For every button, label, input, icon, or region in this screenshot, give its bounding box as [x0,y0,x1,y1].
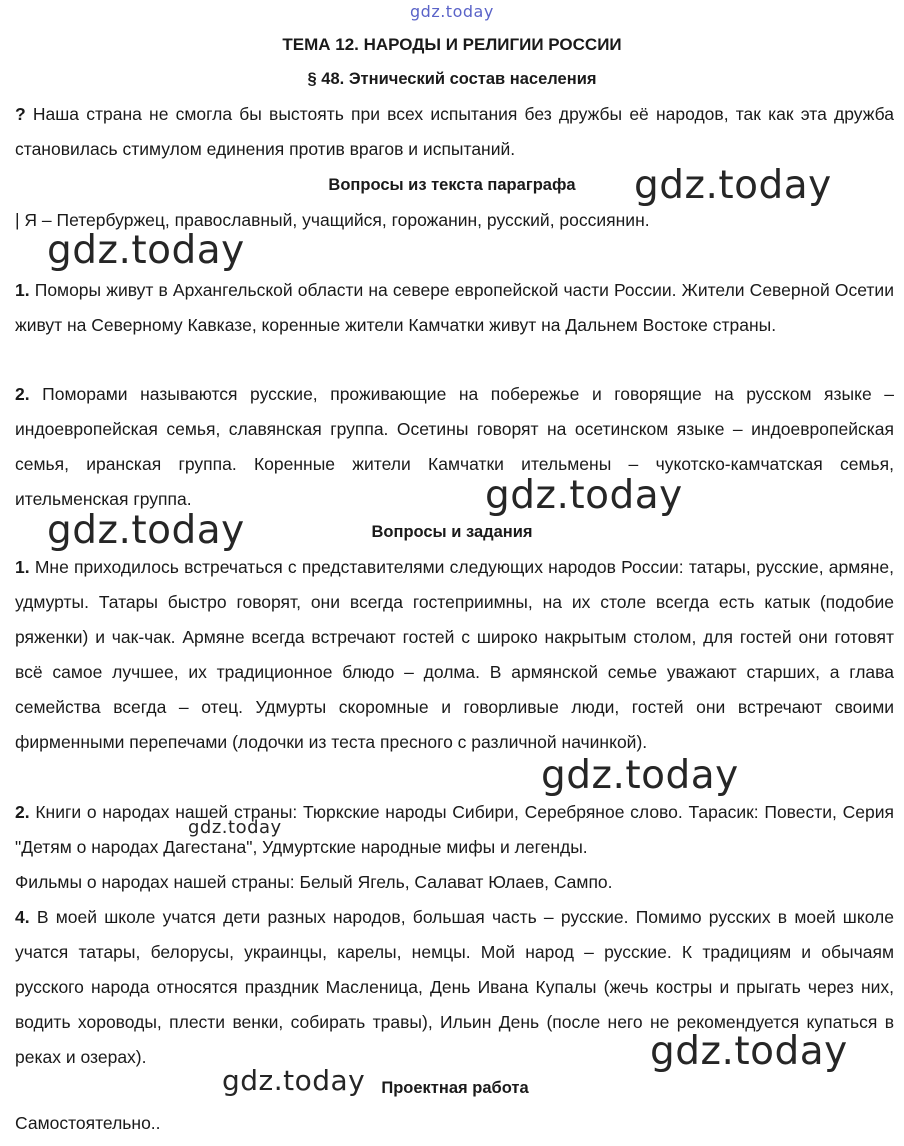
watermark: gdz.today [47,228,245,273]
answer-line-identity: | Я – Петербуржец, православный, учащийся, горожанин, русский, россиянин. [15,210,650,230]
answer-item-2 [15,377,894,517]
watermark: gdz.today [222,1064,366,1097]
watermark-top: gdz.today [410,2,494,21]
item-number: 4. [15,907,30,927]
section-title-tasks: Вопросы и задания [371,523,533,541]
watermark: gdz.today [650,1029,848,1074]
task-item-2 [15,795,894,865]
item-text: Поморами называются русские, проживающие на побережье и говорящие на русском языке – индоевропейская семья, славянская группа. Осетины говорят на осетинском языке – индоевропейская семья, иранская группа. Коренные жители Камчатки ительмены – чукотско-камчатская семья, ительменская группа. [15,384,894,509]
watermark: gdz.today [541,753,739,798]
watermark: gdz.today [188,817,282,838]
paragraph-title: § 48. Этнический состав населения [307,70,597,88]
item-text: В моей школе учатся дети разных народов, большая часть – русские. Помимо русских в моей школе учатся татары, белорусы, украинцы, карелы, немцы. Мой народ – русские. К традициям и обычаям русского народа относятся праздник Масленица, День Ивана Купалы (жечь костры и прыгать через них, водить хороводы, плести венки, собирать травы), Ильин День (после него не рекомендуется купаться в реках и озерах). [15,907,894,1067]
intro-text: Наша страна не смогла бы выстоять при всех испытания без дружбы её народов, так как эта дружба становилась стимулом единения против врагов и испытаний. [15,104,894,159]
watermark: gdz.today [485,473,683,518]
item-text: Поморы живут в Архангельской области на севере европейской части России. Жители Северной Осетии живут на Северному Кавказе, коренные жители Камчатки живут на Дальнем Востоке страны. [15,280,894,335]
item-text: Книги о народах нашей страны: Тюркские народы Сибири, Серебряное слово. Тарасик: Повести, Серия "Детям о народах Дагестана", Удмуртские народные мифы и легенды. [15,802,894,857]
section-title-project: Проектная работа [381,1079,529,1097]
answer-item-1 [15,273,894,343]
item-text: Мне приходилось встречаться с представителями следующих народов России: татары, русские, армяне, удмурты. Татары быстро говорят, они всегда гостеприимны, на их столе всегда есть катык (подобие ряженки) и чак-чак. Армяне всегда встречают гостей с широко накрытым столом, для гостей они готовят всё самое лучшее, их традиционное блюдо – долма. В армянской семье уважают старших, а глава семейства всегда – отец. Удмурты скоромные и говорливые люди, гостей они встречают своими фирменными перепечами (лодочки из теста пресного с различной начинкой). [15,557,894,752]
task-item-films: Фильмы о народах нашей страны: Белый Ягель, Салават Юлаев, Сампо. [15,872,613,892]
intro-paragraph [15,97,894,167]
topic-title: ТЕМА 12. НАРОДЫ И РЕЛИГИИ РОССИИ [282,35,622,54]
section-title-text-questions: Вопросы из текста параграфа [328,176,576,194]
item-number: 2. [15,384,30,404]
item-number: 1. [15,280,30,300]
item-number: 1. [15,557,30,577]
watermark: gdz.today [634,163,832,208]
task-item-4 [15,900,894,1075]
question-marker: ? [15,104,26,124]
watermark: gdz.today [47,508,245,553]
project-answer: Самостоятельно.. [15,1113,161,1133]
task-item-1 [15,550,894,760]
item-number: 2. [15,802,30,822]
